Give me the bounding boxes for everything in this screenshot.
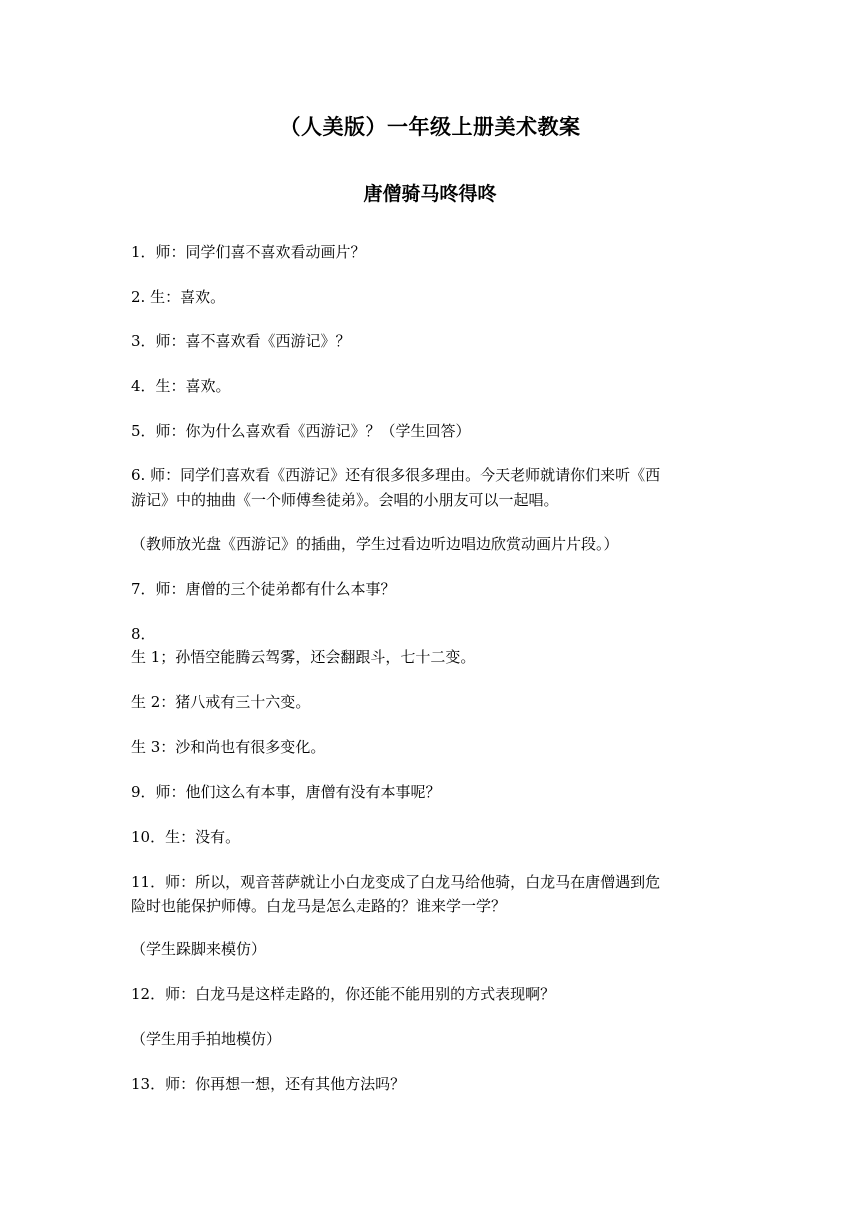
text-line: （学生用手拍地模仿） bbox=[131, 1030, 282, 1048]
text-line: （教师放光盘《西游记》的插曲，学生过看边听边唱边欣赏动画片片段。） bbox=[131, 535, 619, 553]
text-line: 4．生：喜欢。 bbox=[131, 377, 231, 395]
document-title: （人美版）一年级上册美术教案 bbox=[279, 115, 581, 139]
text-line: 2. 生：喜欢。 bbox=[131, 288, 226, 306]
text-line: 生 2：猪八戒有三十六变。 bbox=[131, 693, 311, 711]
text-line: （学生跺脚来模仿） bbox=[131, 940, 267, 958]
text-line: 3．师：喜不喜欢看《西游记》？ bbox=[131, 332, 351, 350]
text-line: 13．师：你再想一想，还有其他方法吗？ bbox=[131, 1075, 406, 1093]
lesson-title: 唐僧骑马咚得咚 bbox=[363, 183, 497, 205]
text-line: 7．师：唐僧的三个徒弟都有什么本事？ bbox=[131, 580, 396, 598]
text-line: 10．生：没有。 bbox=[131, 828, 241, 846]
text-line: 险时也能保护师傅。白龙马是怎么走路的？谁来学一学？ bbox=[131, 897, 507, 915]
text-line: 12．师：白龙马是这样走路的，你还能不能用别的方式表现啊？ bbox=[131, 985, 556, 1003]
text-line: 1．师：同学们喜不喜欢看动画片？ bbox=[131, 243, 366, 261]
text-line: 8． bbox=[131, 625, 156, 643]
text-line: 生 1；孙悟空能腾云驾雾，还会翻跟斗，七十二变。 bbox=[131, 648, 476, 666]
text-line: 生 3：沙和尚也有很多变化。 bbox=[131, 738, 326, 756]
text-line: 6. 师：同学们喜欢看《西游记》还有很多很多理由。今天老师就请你们来听《西 bbox=[131, 466, 661, 484]
text-line: 9．师：他们这么有本事，唐僧有没有本事呢？ bbox=[131, 783, 441, 801]
text-line: 11．师：所以，观音菩萨就让小白龙变成了白龙马给他骑，白龙马在唐僧遇到危 bbox=[131, 873, 661, 891]
text-line: 5．师：你为什么喜欢看《西游记》？（学生回答） bbox=[131, 422, 471, 440]
text-line: 游记》中的抽曲《一个师傅叁徒弟》。会唱的小朋友可以一起唱。 bbox=[131, 491, 559, 509]
